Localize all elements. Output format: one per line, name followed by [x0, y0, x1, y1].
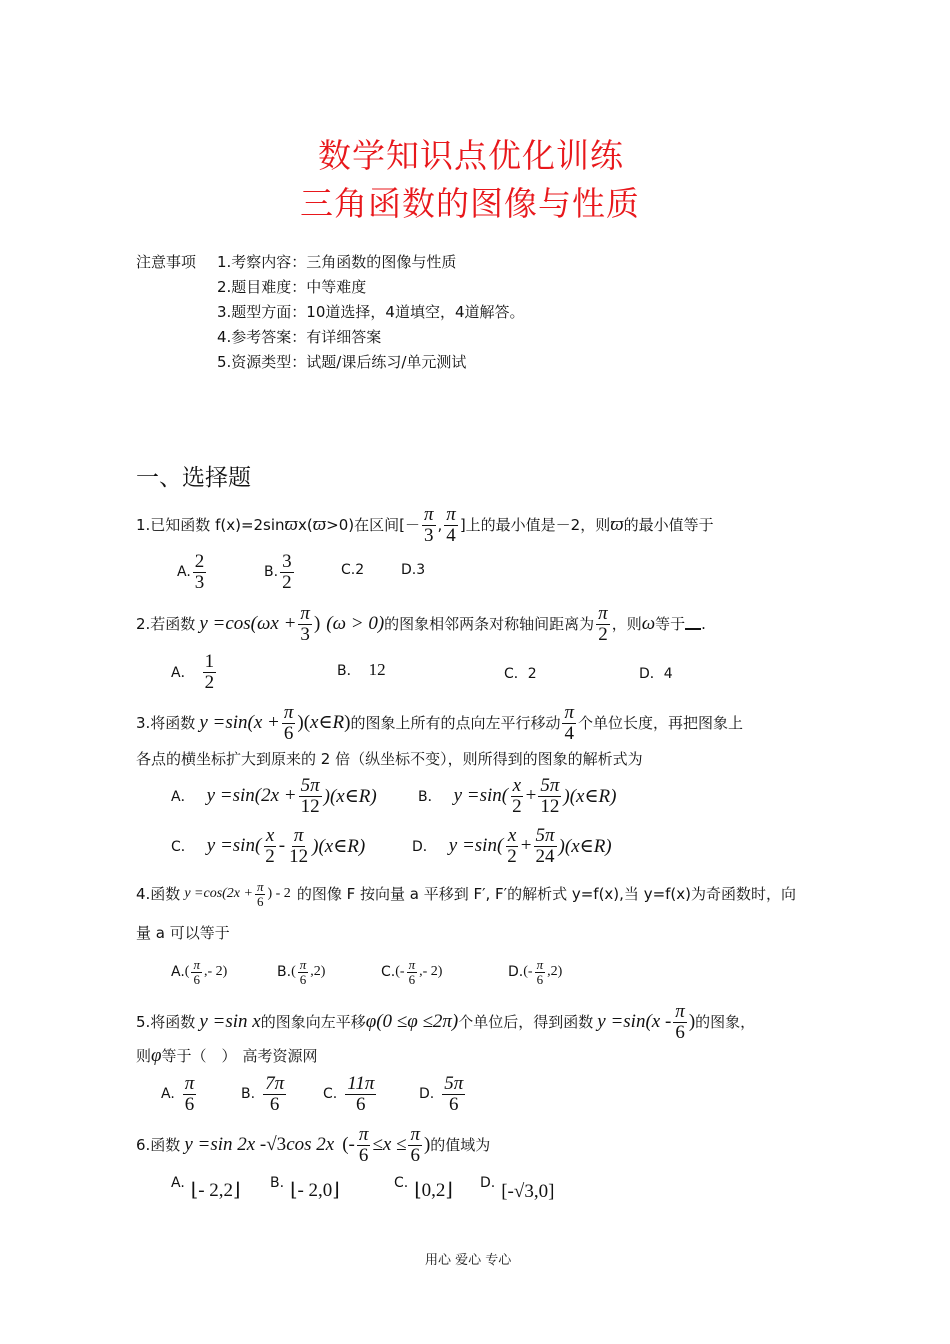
q3-option-d-pre: y =sin(	[448, 835, 504, 856]
q2-option-d: D．4	[639, 666, 673, 682]
q4-option-c	[381, 950, 442, 994]
q4-frac-num: π	[256, 878, 264, 894]
q4-option-b-num: π	[299, 956, 307, 972]
q5-option-a-label: A.	[161, 1086, 175, 1102]
q5-option-d	[419, 1070, 467, 1118]
q3-option-b-pre: y =sin(	[453, 785, 509, 806]
q4-text-b: 的图像 F 按向量 a 平移到 F′, F′的解析式 y=f(x),当 y=f(x)为奇函数时，向	[296, 885, 796, 903]
q1-fraction-pi-3	[422, 505, 436, 546]
q4-option-b-fraction	[298, 958, 309, 986]
q4-option-c-den: 6	[408, 971, 416, 987]
note-item-5: 5.资源类型：试题/课后练习/单元测试	[217, 353, 467, 371]
q3-stem-line-2: 各点的横坐标扩大到原来的 2 倍（纵坐标不变），则所得到的图象的解析式为	[136, 750, 643, 768]
q5-option-b-fraction	[263, 1074, 286, 1115]
q3-option-a-fraction	[299, 776, 322, 817]
q1-text-c: >0)在区间[	[326, 516, 405, 534]
q1-fraction-pi-4	[444, 505, 458, 546]
q2-option-b-label: B．	[337, 663, 361, 679]
q6-text-a: 6.函数	[136, 1136, 181, 1154]
q2-option-a-num: 1	[204, 650, 215, 672]
q2-expr-d: (ω > 0)	[326, 613, 385, 634]
q6-frac1-den: 6	[358, 1144, 369, 1166]
q3-option-d-suffix: )(x∈R)	[558, 835, 612, 857]
q4-option-c-num: π	[408, 956, 416, 972]
q5-option-c-num: 11π	[347, 1072, 375, 1094]
q6-text-b: 的值域为	[430, 1136, 491, 1154]
q2-expr-b: ωx +	[256, 613, 297, 634]
q6-option-d	[480, 1175, 554, 1203]
q3-option-a-pre: y =sin(2x +	[206, 785, 297, 806]
q1-option-d: D.3	[401, 562, 426, 578]
q1-text-d: ]上的最小值是－2，则	[459, 516, 611, 534]
q4-option-d-den: 6	[536, 971, 544, 987]
q4-option-c-fraction	[407, 958, 418, 986]
q4-option-a-pre: (	[184, 964, 190, 979]
note-item-4: 4.参考答案：有详细答案	[217, 328, 382, 346]
q5-option-d-fraction	[442, 1074, 465, 1115]
q3-option-c-num2: π	[293, 824, 304, 846]
q6-expr-b: cos 2x	[286, 1134, 335, 1155]
q4-expr-a: y =cos(2x +	[184, 886, 253, 901]
q3-frac1-den: 6	[283, 722, 294, 744]
q3-option-d-label: D．	[412, 839, 437, 855]
q5-option-b-den: 6	[269, 1093, 280, 1115]
q6-option-a	[171, 1175, 240, 1202]
q3-frac2-num: π	[564, 701, 575, 723]
q1-omega-2: ϖ	[312, 514, 327, 535]
q3-option-a-den: 12	[300, 795, 320, 817]
q3-option-b-den2: 12	[540, 795, 560, 817]
q3-option-b	[418, 772, 616, 820]
q2-option-b-value: 12	[368, 660, 386, 679]
q5-option-d-den: 6	[449, 1093, 459, 1115]
q6-option-b-value: ⌊- 2,0⌋	[290, 1180, 340, 1201]
q5-line2-b: 等于（ ）	[161, 1047, 237, 1065]
q4-option-c-post: ,- 2)	[419, 964, 443, 979]
q6-fraction-2	[408, 1125, 422, 1166]
q6-expr-c: (-	[342, 1134, 355, 1155]
q5-fraction-pi-6	[673, 1002, 687, 1043]
q3-expr-d: x∈R	[310, 712, 345, 733]
q5-option-c	[323, 1070, 378, 1118]
q3-option-b-fraction-2	[538, 776, 561, 817]
question-5-stem	[136, 998, 755, 1046]
q5-phi: φ	[151, 1045, 162, 1066]
q5-text-d: 的图象，	[695, 1013, 756, 1031]
q5-option-a	[161, 1070, 198, 1118]
note-item-3: 3.题型方面：10道选择，4道填空，4道解答。	[217, 303, 525, 321]
q5-text-a: 5.将函数	[136, 1013, 196, 1031]
q3-option-c-den1: 2	[265, 845, 275, 867]
q4-stem-line-2: 量 a 可以等于	[136, 924, 230, 942]
q6-expr-d: ≤x ≤	[372, 1134, 407, 1155]
q4-option-a-post: ,- 2)	[203, 964, 228, 979]
q6-option-d-label: D.	[480, 1175, 496, 1191]
q1-option-a-num: 2	[194, 550, 205, 572]
q6-option-b-label: B.	[270, 1175, 285, 1191]
q1-frac2-den: 4	[446, 524, 456, 546]
q4-option-b	[277, 950, 325, 994]
q6-expr-a: y =sin 2x -	[184, 1134, 267, 1155]
q6-option-c-value: ⌊0,2⌋	[414, 1180, 453, 1201]
page-footer: 用心 爱心 专心	[425, 1253, 512, 1268]
q2-fraction-pi-3	[298, 604, 312, 645]
q3-expr-a: y =sin(	[199, 712, 254, 733]
q5-text-c: 个单位后，得到函数	[458, 1013, 594, 1031]
q1-text-e: 的最小值等于	[623, 516, 714, 534]
q2-frac2-num: π	[598, 602, 608, 624]
q3-text-b: 的图象上所有的点向左平行移动	[350, 714, 561, 732]
q3-option-d-fraction-1	[505, 826, 519, 867]
q1-frac1-den: 3	[423, 524, 434, 546]
q2-text-e: .	[701, 615, 706, 633]
q4-option-b-post: ,2)	[310, 964, 326, 979]
q3-option-a-num: 5π	[300, 774, 320, 796]
q5-option-c-fraction	[345, 1074, 376, 1115]
question-1-stem	[136, 500, 714, 550]
notes-label: 注意事项	[136, 253, 197, 271]
q3-option-c-minus: -	[278, 835, 286, 856]
q2-expr-a: y =cos(	[199, 613, 257, 634]
q3-option-b-num2: 5π	[540, 774, 560, 796]
q4-option-b-den: 6	[299, 971, 307, 987]
q1-comma: ,	[437, 516, 443, 534]
q2-answer-blank	[685, 618, 701, 630]
q3-option-c-den2: 12	[289, 845, 309, 867]
q4-option-a-label: A.	[171, 964, 185, 980]
q2-text-a: 2.若函数	[136, 615, 196, 633]
q3-option-c	[171, 822, 365, 870]
q4-option-c-label: C.	[381, 964, 396, 980]
q2-option-b	[337, 660, 386, 680]
question-4-stem	[136, 872, 796, 916]
q3-option-b-label: B．	[418, 789, 442, 805]
q4-option-d-post: ,2)	[547, 964, 563, 979]
q1-text-b: x(	[297, 516, 313, 534]
q3-expr-e: )	[344, 712, 351, 733]
q6-option-d-value: [-√3,0]	[501, 1181, 555, 1202]
q4-option-d	[508, 950, 562, 994]
q2-option-a-label: A．	[171, 665, 195, 681]
q4-option-b-pre: (	[291, 964, 296, 979]
title-line-1: 数学知识点优化训练	[318, 136, 624, 175]
question-2-stem	[136, 600, 706, 648]
q6-sqrt3: √3	[266, 1134, 287, 1155]
q1-option-a	[177, 548, 208, 596]
q2-text-b: 的图象相邻两条对称轴间距离为	[384, 615, 595, 633]
q1-frac1-num: π	[423, 503, 434, 525]
q5-option-d-label: D.	[419, 1086, 435, 1102]
question-3-stem	[136, 699, 743, 747]
q4-expr-b: ) - 2	[267, 886, 291, 901]
q3-option-c-fraction-1	[263, 826, 277, 867]
q4-option-a	[171, 950, 227, 994]
q2-expr-c: )	[313, 613, 321, 634]
q1-option-a-fraction	[193, 552, 207, 593]
q1-option-b-num: 3	[282, 550, 292, 572]
q5-line2-c: 高考资源网	[242, 1047, 318, 1065]
q5-option-b-label: B.	[241, 1086, 256, 1102]
q3-text-a: 3.将函数	[136, 714, 196, 732]
note-item-2: 2.题目难度：中等难度	[217, 278, 367, 296]
q6-fraction-1	[357, 1125, 371, 1166]
q5-option-b	[241, 1070, 288, 1118]
q4-option-a-den: 6	[193, 971, 200, 987]
q1-option-b-label: B.	[264, 564, 279, 580]
q3-option-b-num1: x	[512, 774, 522, 796]
q4-option-a-num: π	[193, 956, 200, 972]
question-6-stem	[136, 1121, 490, 1169]
q5-option-a-den: 6	[184, 1093, 195, 1115]
q6-option-a-value: ⌊- 2,2⌋	[190, 1180, 241, 1201]
q6-option-a-label: A.	[171, 1175, 185, 1191]
q6-expr-e: )	[423, 1134, 431, 1155]
q4-option-d-pre: (-	[523, 964, 533, 979]
q3-option-d-num2: 5π	[535, 824, 555, 846]
q3-option-c-pre: y =sin(	[206, 835, 262, 856]
q1-text-a: 1.已知函数 f(x)=2sin	[136, 516, 285, 534]
q5-expr-b: φ(0 ≤φ ≤2π)	[365, 1011, 459, 1032]
q6-frac2-den: 6	[410, 1144, 420, 1166]
q3-option-c-suffix: )(x∈R)	[312, 835, 366, 857]
q5-expr-c: y =sin(x -	[597, 1011, 672, 1032]
q1-option-a-label: A.	[177, 564, 191, 580]
q3-option-d-den1: 2	[507, 845, 517, 867]
q3-option-c-num1: x	[265, 824, 275, 846]
q3-frac1-num: π	[283, 701, 294, 723]
q3-option-a	[171, 772, 377, 820]
q5-option-d-num: 5π	[444, 1072, 464, 1094]
q3-option-b-plus: +	[525, 785, 537, 806]
q1-option-b	[264, 548, 296, 596]
q6-option-c-label: C.	[394, 1175, 409, 1191]
q5-frac-den: 6	[675, 1021, 685, 1043]
section-title: 一、选择题	[136, 465, 251, 491]
q3-option-d-fraction-2	[534, 826, 557, 867]
q4-fraction-pi-6	[255, 880, 266, 908]
q1-option-b-den: 2	[282, 571, 292, 593]
q3-option-d-num1: x	[507, 824, 517, 846]
q2-frac2-den: 2	[598, 623, 608, 645]
q1-omega-3: ϖ	[610, 514, 624, 535]
q3-fraction-pi-4	[562, 703, 576, 744]
q2-frac1-num: π	[300, 602, 310, 624]
q5-expr-a: y =sin x	[199, 1011, 261, 1032]
q1-option-a-den: 3	[194, 571, 205, 593]
q2-option-a-den: 2	[204, 671, 215, 693]
q2-omega: ω	[641, 613, 656, 634]
q1-option-c: C.2	[341, 562, 365, 578]
q3-option-b-den1: 2	[512, 795, 522, 817]
q2-option-a-fraction	[203, 652, 217, 693]
q4-option-b-label: B.	[277, 964, 292, 980]
q5-option-a-fraction	[183, 1074, 197, 1115]
q1-frac2-num: π	[446, 503, 456, 525]
q3-frac2-den: 4	[564, 722, 574, 744]
q6-option-b	[270, 1175, 340, 1202]
q3-option-d-den2: 24	[535, 845, 555, 867]
q5-line2-a: 则	[136, 1047, 152, 1065]
q2-text-c: ，则	[611, 615, 642, 633]
q1-option-b-fraction	[280, 552, 294, 593]
q5-expr-d: )	[688, 1011, 696, 1032]
q3-option-a-label: A．	[171, 789, 195, 805]
note-item-1: 1.考察内容：三角函数的图像与性质	[217, 253, 457, 271]
q5-text-b: 的图象向左平移	[260, 1013, 366, 1031]
q5-option-c-label: C.	[323, 1086, 338, 1102]
q1-minus: －	[404, 516, 420, 534]
title-line-2: 三角函数的图像与性质	[300, 184, 640, 223]
q4-text-a: 4.函数	[136, 885, 181, 903]
q6-frac1-num: π	[358, 1123, 369, 1145]
q6-option-c	[394, 1175, 453, 1202]
q3-expr-c: )(	[297, 712, 311, 733]
q2-option-c: C．2	[504, 666, 537, 682]
q4-option-d-label: D.	[508, 964, 524, 980]
q2-frac1-den: 3	[300, 623, 310, 645]
q5-stem-line-2	[136, 1046, 318, 1066]
q6-frac2-num: π	[410, 1123, 420, 1145]
q2-option-a	[171, 648, 218, 696]
q2-text-d: 等于	[655, 615, 686, 633]
q5-option-b-num: 7π	[265, 1072, 285, 1094]
q2-fraction-pi-2	[596, 604, 610, 645]
q5-frac-num: π	[675, 1000, 685, 1022]
q3-option-b-suffix: )(x∈R)	[563, 785, 617, 807]
q1-omega: ϖ	[284, 514, 298, 535]
q3-fraction-pi-6	[282, 703, 296, 744]
q4-option-a-fraction	[191, 958, 202, 986]
q4-option-c-pre: (-	[395, 964, 405, 979]
q4-frac-den: 6	[256, 893, 264, 909]
q5-option-c-den: 6	[356, 1093, 366, 1115]
q3-option-d-plus: +	[520, 835, 532, 856]
q3-expr-b: x +	[253, 712, 280, 733]
q3-text-c: 个单位长度，再把图象上	[578, 714, 744, 732]
q3-option-d	[412, 822, 612, 870]
q3-option-c-fraction-2	[287, 826, 310, 867]
q3-option-c-label: C．	[171, 839, 195, 855]
q4-option-d-num: π	[536, 956, 544, 972]
q3-option-a-suffix: )(x∈R)	[323, 785, 377, 807]
q4-option-d-fraction	[535, 958, 546, 986]
q5-option-a-num: π	[184, 1072, 195, 1094]
q3-option-b-fraction-1	[510, 776, 524, 817]
